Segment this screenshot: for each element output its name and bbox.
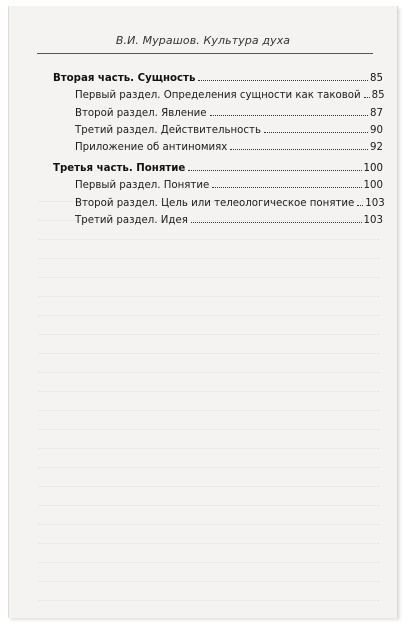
bleed-through-shadow — [39, 186, 379, 618]
dot-leader — [191, 222, 362, 223]
toc-entry-page: 103 — [365, 197, 385, 209]
toc-entry-title: Третья часть. Понятие — [53, 163, 186, 175]
book-page — [8, 6, 398, 618]
toc-entry-part — [53, 157, 383, 174]
dot-leader — [210, 115, 368, 116]
toc-entry-page: 100 — [363, 180, 383, 192]
toc-entry-section — [53, 136, 383, 153]
toc-entry-part — [53, 67, 383, 84]
toc-entry-section — [53, 191, 383, 208]
dot-leader — [188, 170, 361, 171]
toc-entry-title: Первый раздел. Понятие — [75, 180, 210, 192]
toc-entry-title: Приложение об антиномиях — [75, 141, 228, 153]
toc-entry-section — [53, 84, 383, 101]
toc-entry-page: 85 — [370, 73, 383, 85]
toc-entry-section — [53, 119, 383, 136]
dot-leader — [198, 80, 368, 81]
toc-entry-page: 87 — [370, 107, 383, 119]
dot-leader — [230, 149, 368, 150]
toc-entry-title: Третий раздел. Действительность — [75, 124, 261, 136]
toc-entry-page: 92 — [370, 141, 383, 153]
dot-leader — [264, 132, 368, 133]
toc-entry-section — [53, 209, 383, 226]
toc-entry-section — [53, 174, 383, 191]
toc-entry-page: 85 — [371, 90, 385, 102]
running-header: В.И. Мурашов. Культура духа — [115, 34, 291, 47]
toc-entry-title: Второй раздел. Явление — [75, 107, 207, 119]
toc-entry-page: 103 — [363, 214, 383, 226]
toc-entry-title: Третий раздел. Идея — [75, 214, 188, 226]
toc-entry-title: Первый раздел. Определения сущности как таковой — [75, 90, 361, 102]
toc-entry-page: 90 — [370, 124, 383, 136]
dot-leader — [364, 97, 370, 98]
table-of-contents — [53, 67, 383, 226]
toc-entry-page: 100 — [363, 163, 383, 175]
dot-leader — [212, 187, 361, 188]
toc-entry-title: Второй раздел. Цель или телеологическое понятие — [75, 197, 355, 209]
header-rule — [37, 53, 373, 54]
dot-leader — [357, 205, 363, 206]
toc-entry-section — [53, 101, 383, 118]
toc-entry-title: Вторая часть. Сущность — [53, 73, 196, 85]
